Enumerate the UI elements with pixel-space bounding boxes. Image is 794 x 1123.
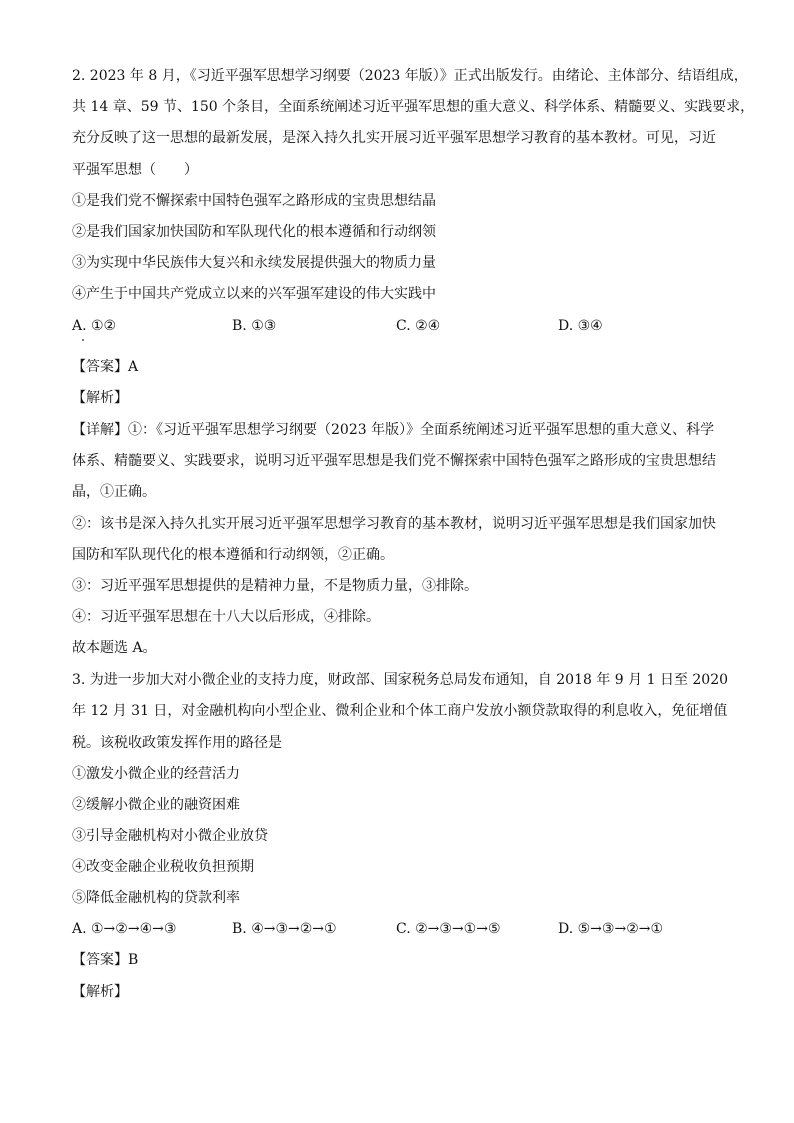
- q2-detail-line-7: ④：习近平强军思想在十八大以后形成，④排除。: [72, 609, 380, 625]
- q3-statement-4: ④改变金融企业税收负担预期: [72, 859, 254, 875]
- q3-statement-2: ②缓解小微企业的融资困难: [72, 797, 240, 813]
- q2-statement-1: ①是我们党不懈探索中国特色强军之路形成的宝贵思想结晶: [72, 193, 436, 209]
- q2-analysis-label: 【解析】: [72, 390, 128, 406]
- q2-stem-line-4: 平强军思想（ ）: [72, 162, 198, 178]
- q2-stem-line-1: 2. 2023 年 8 月，《习近平强军思想学习纲要（2023 年版）》正式出版发行。由绪论、主体部分、结语组成，: [72, 68, 748, 84]
- q2-option-b: B. ①③: [232, 318, 277, 334]
- q3-option-b: B. ④→③→②→①: [232, 921, 337, 937]
- q2-detail-line-1: 【详解】①：《习近平强军思想学习纲要（2023 年版）》全面系统阐述习近平强军思想的重大意义、科学: [72, 422, 715, 438]
- q2-option-a: A. ①②: [72, 318, 117, 334]
- q3-answer: 【答案】B: [72, 952, 139, 968]
- q3-statement-3: ③引导金融机构对小微企业放贷: [72, 828, 268, 844]
- q3-options: [72, 919, 722, 939]
- q3-stem-line-2: 年 12 月 31 日，对金融机构向小型企业、微利企业和个体工商户发放小额贷款取得的利息收入，免征增值: [72, 703, 728, 719]
- q3-stem-line-3: 税。该税收政策发挥作用的路径是: [72, 735, 282, 751]
- q2-option-c: C. ②④: [396, 318, 441, 334]
- q2-detail-line-2: 体系、精髓要义、实践要求，说明习近平强军思想是我们党不懈探索中国特色强军之路形成的宝贵思想结: [72, 453, 716, 469]
- q2-option-d: D. ③④: [558, 318, 603, 334]
- q2-detail-line-3: 晶，①正确。: [72, 484, 156, 500]
- q3-analysis-label: 【解析】: [72, 984, 128, 1000]
- q2-detail-line-6: ③：习近平强军思想提供的是精神力量，不是物质力量，③排除。: [72, 578, 478, 594]
- q3-statement-1: ①激发小微企业的经营活力: [72, 766, 240, 782]
- q2-stem-line-3: 充分反映了这一思想的最新发展，是深入持久扎实开展习近平强军思想学习教育的基本教材。可见，习近: [72, 130, 716, 146]
- q3-statement-5: ⑤降低金融机构的贷款利率: [72, 890, 240, 906]
- q2-detail-line-8: 故本题选 A。: [72, 640, 157, 656]
- q2-statement-3: ③为实现中华民族伟大复兴和永续发展提供强大的物质力量: [72, 255, 436, 271]
- q3-option-a: A. ①→②→④→③: [72, 921, 177, 937]
- q2-detail-line-4: ②：该书是深入持久扎实开展习近平强军思想学习教育的基本教材，说明习近平强军思想是我们国家加快: [72, 516, 716, 532]
- q3-option-c: C. ②→③→①→⑤: [396, 921, 501, 937]
- q3-stem-line-1: 3. 为进一步加大对小微企业的支持力度，财政部、国家税务总局发布通知，自 2018 年 9 月 1 日至 2020: [72, 672, 729, 688]
- q2-detail-line-5: 国防和军队现代化的根本遵循和行动纲领，②正确。: [72, 547, 394, 563]
- q2-statement-4: ④产生于中国共产党成立以来的兴军强军建设的伟大实践中: [72, 286, 436, 302]
- stray-dot: [82, 339, 84, 341]
- q3-option-d: D. ⑤→③→②→①: [558, 921, 664, 937]
- q2-answer: 【答案】A: [72, 359, 139, 375]
- q2-stem-line-2: 共 14 章、59 节、150 个条目，全面系统阐述习近平强军思想的重大意义、科学体系、精髓要义、实践要求，: [72, 99, 755, 115]
- q2-statement-2: ②是我们国家加快国防和军队现代化的根本遵循和行动纲领: [72, 224, 436, 240]
- q2-options: [72, 316, 722, 336]
